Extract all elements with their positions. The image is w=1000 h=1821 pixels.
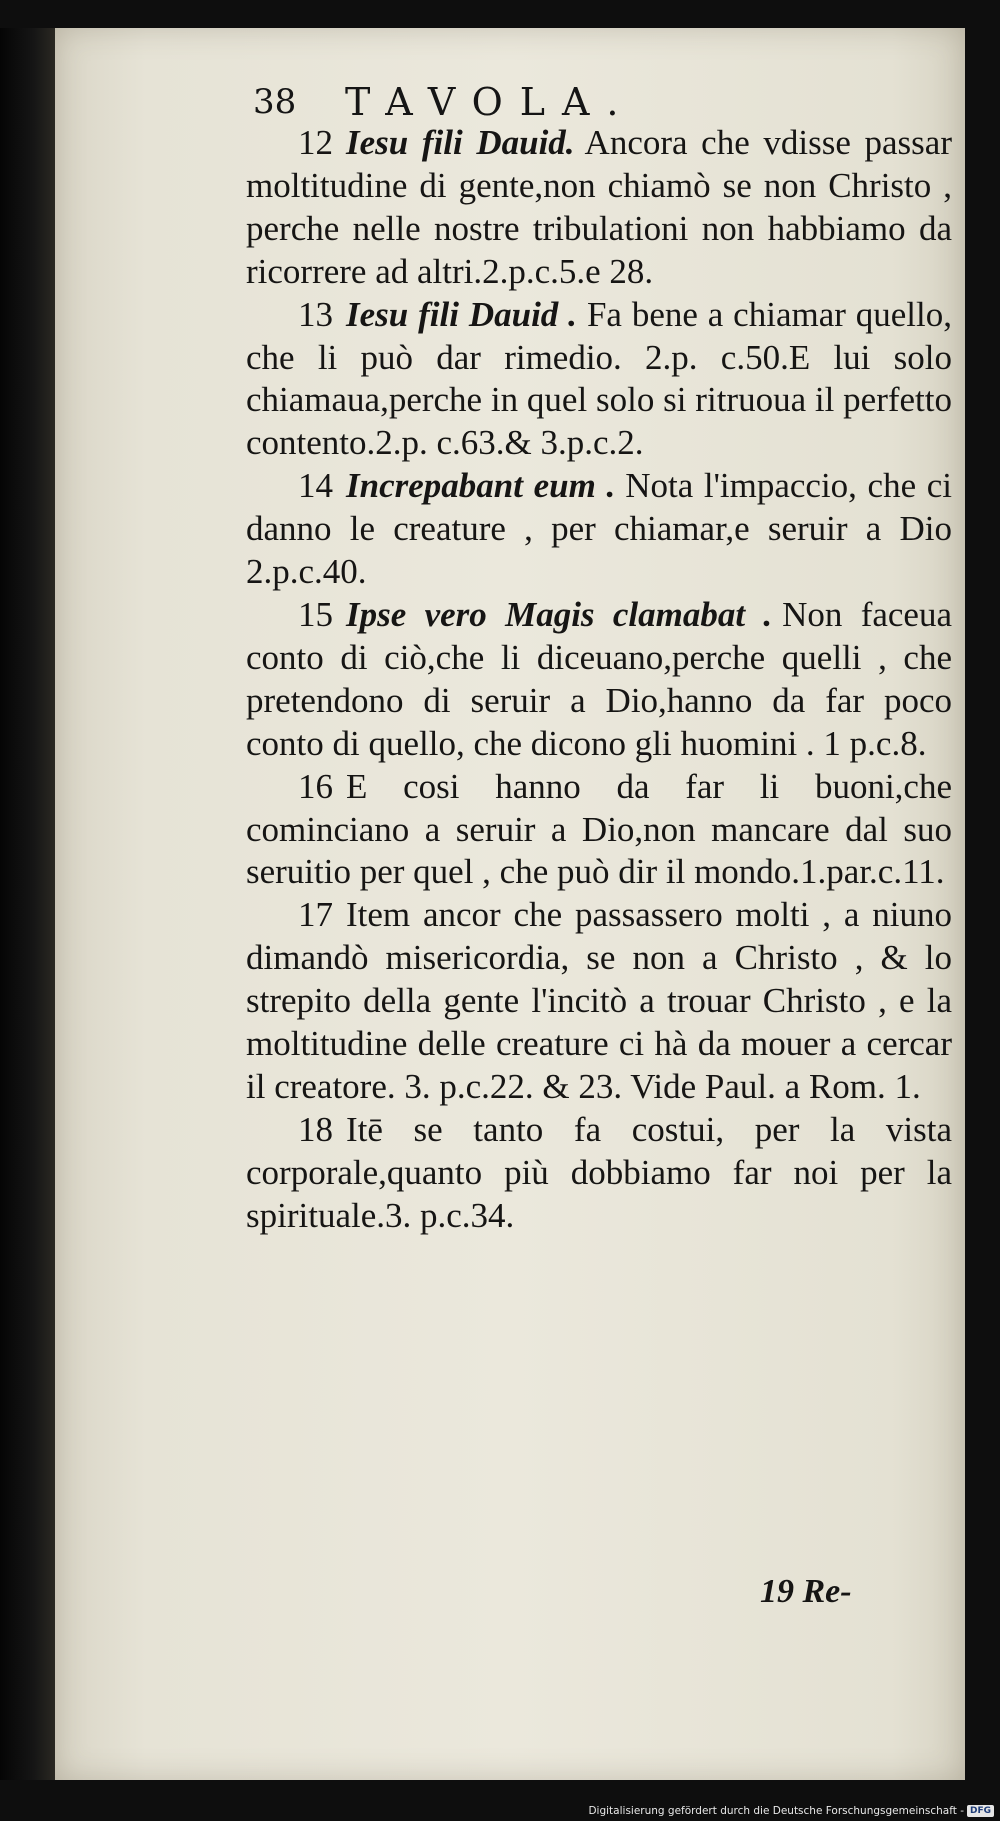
index-entry: [246, 594, 952, 766]
entry-number: 16: [298, 766, 333, 806]
entry-text: Non faceua conto di ciò,che li diceuano,perche quelli , che pretendono di seruir a Dio,hanno da far poco conto di quello, che dicono gli huomini . 1 p.c.8.: [246, 594, 953, 763]
entry-number: 13: [298, 294, 333, 334]
entry-text: E cosi hanno da far li buoni,che cominciano a seruir a Dio,non mancare dal suo seruitio per quel , che può dir il mondo.1.par.c.11.: [246, 766, 952, 892]
entry-latin-lemma: Iesu fili Dauid.: [346, 123, 575, 162]
index-entry: [246, 465, 952, 594]
page-title: TAVOLA.: [345, 80, 636, 124]
index-body: [246, 122, 952, 1238]
entry-number: 14: [298, 466, 333, 506]
credit-text: Digitalisierung gefördert durch die Deutsche Forschungsgemeinschaft -: [588, 1805, 964, 1817]
index-entry: [246, 766, 952, 895]
index-entry: [246, 894, 952, 1109]
entry-text: Item ancor che passassero molti , a niuno dimandò misericordia, se non a Christo , & lo strepito della gente l'incitò a trouar Christo , e la moltitudine delle creature ci hà da mouer a cercar il creatore. 3. p.c.22. & 23. Vide Paul. a Rom. 1.: [246, 895, 952, 1106]
entry-number: 15: [298, 594, 333, 634]
entry-text: Nota l'impaccio, che ci danno le creature , per chiamar,e seruir a Dio 2.p.c.40.: [246, 466, 952, 592]
entry-latin-lemma: Increpabant eum .: [346, 466, 616, 506]
entry-text: Itē se tanto fa costui, per la vista corporale,quanto più dobbiamo far noi per la spirituale.3. p.c.34.: [246, 1109, 952, 1235]
dfg-logo: DFG: [967, 1805, 994, 1817]
entry-number: 17: [298, 895, 333, 935]
index-entry: [246, 294, 952, 466]
index-entry: [246, 122, 952, 294]
index-entry: [246, 1109, 952, 1238]
digitization-credit: [588, 1805, 994, 1817]
entry-latin-lemma: Ipse vero Magis clamabat .: [346, 594, 773, 634]
entry-number: 18: [298, 1109, 333, 1149]
entry-text: Fa bene a chiamar quello, che li può dar rimedio. 2.p. c.50.E lui solo chiamaua,perche in quel solo si ritruoua il perfetto contento.2.p. c.63.& 3.p.c.2.: [246, 294, 952, 463]
catchword: 19 Re-: [760, 1573, 852, 1610]
entry-text: Ancora che vdisse passar moltitudine di gente,non chiamò se non Christo , perche nelle nostre tribulationi non habbiamo da ricorrere ad altri.2.p.c.5.e 28.: [246, 123, 952, 291]
entry-number: 12: [298, 123, 333, 162]
book-spine-shadow: [0, 28, 55, 1780]
entry-latin-lemma: Iesu fili Dauid .: [346, 294, 577, 334]
page-number: 38: [253, 82, 297, 122]
